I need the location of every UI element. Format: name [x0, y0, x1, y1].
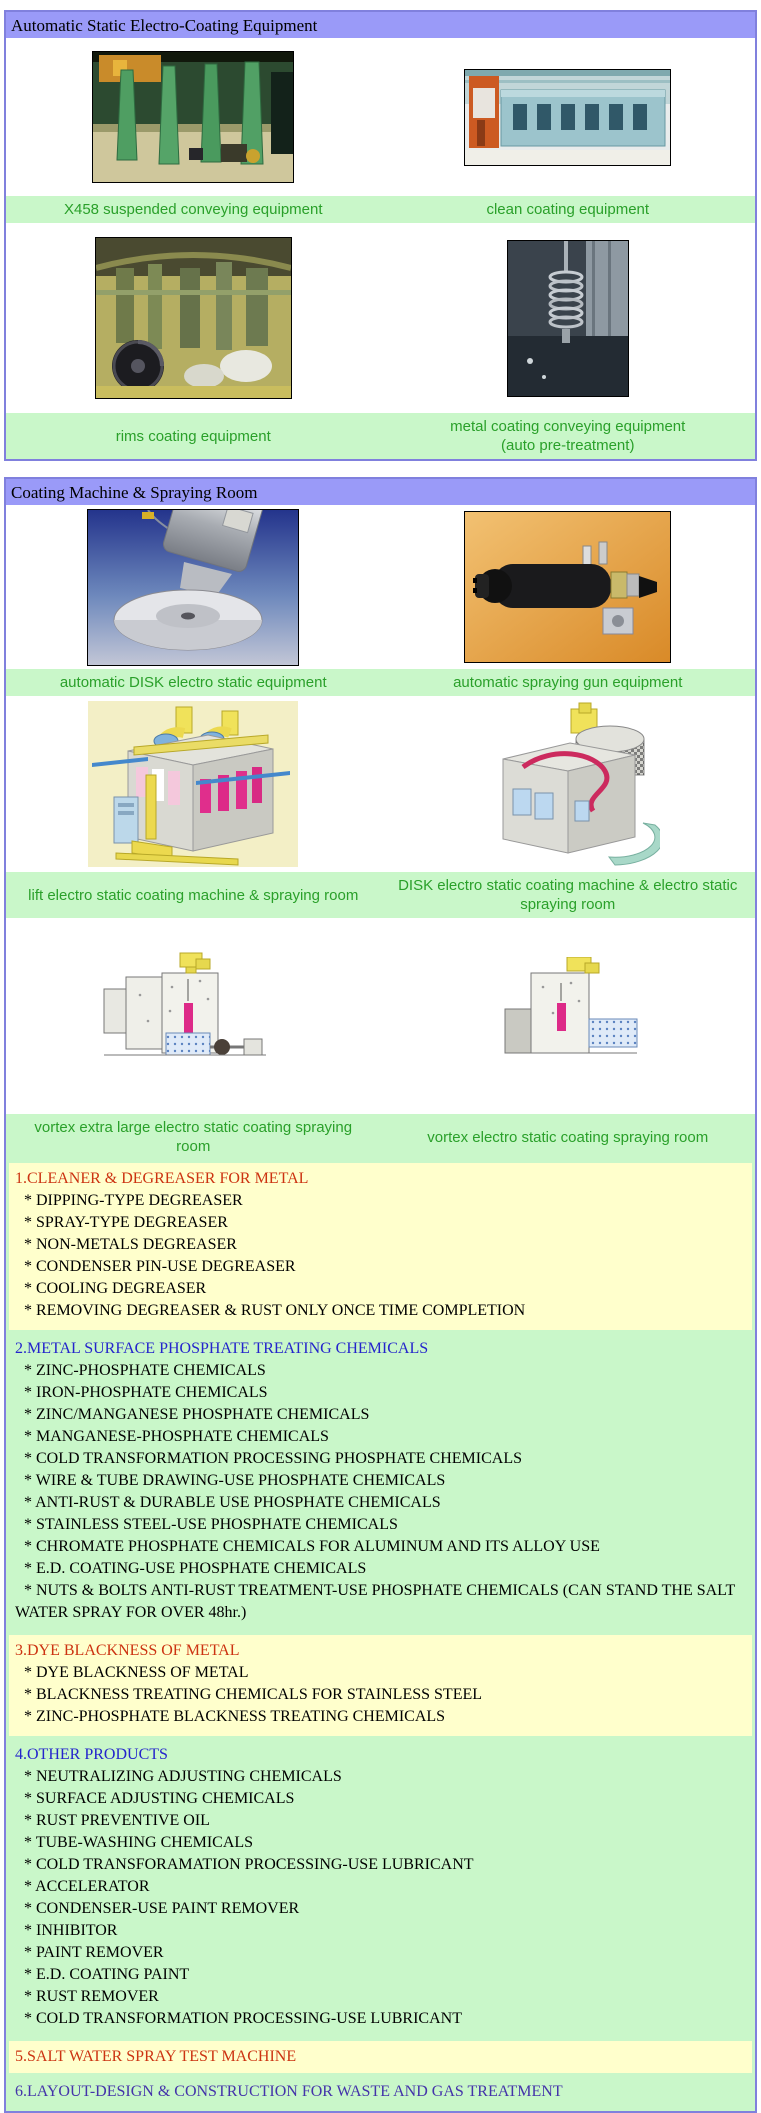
image-cell [6, 223, 381, 413]
product-section-layout-design [9, 2076, 752, 2108]
vortex-extra-large-illustration [96, 951, 291, 1081]
caption-line: clean coating equipment [486, 201, 650, 218]
product-item: * COLD TRANSFORMATION PROCESSING PHOSPHATE CHEMICALS [24, 1450, 523, 1467]
product-section-cleaner-degreaser [9, 1163, 752, 1330]
equipment-image-row-1 [6, 38, 755, 196]
section-title: 1.CLEANER & DEGREASER FOR METAL [15, 1170, 309, 1187]
product-item: * SURFACE ADJUSTING CHEMICALS [24, 1790, 295, 1807]
coating-caption-row-2 [6, 872, 755, 918]
product-item: * COOLING DEGREASER [24, 1280, 207, 1297]
product-item: * NON-METALS DEGREASER [24, 1236, 237, 1253]
product-item: * STAINLESS STEEL-USE PHOSPHATE CHEMICALS [24, 1516, 398, 1533]
product-item: * INHIBITOR [24, 1922, 118, 1939]
clean-coating-photo [464, 69, 671, 166]
section-title: 3.DYE BLACKNESS OF METAL [15, 1642, 240, 1659]
image-cell [6, 696, 381, 872]
product-item: * ZINC-PHOSPHATE CHEMICALS [24, 1362, 266, 1379]
product-item: * PAINT REMOVER [24, 1944, 164, 1961]
coating-table-header: Coating Machine & Spraying Room [6, 479, 755, 505]
product-item: * ACCELERATOR [24, 1878, 150, 1895]
automatic-spraying-gun-photo [464, 511, 671, 663]
product-item: * RUST PREVENTIVE OIL [24, 1812, 210, 1829]
image-cell [381, 223, 756, 413]
automatic-disk-electro-static-photo [87, 509, 299, 666]
vortex-illustration [493, 957, 643, 1075]
image-cell [6, 38, 381, 196]
section-title: 5.SALT WATER SPRAY TEST MACHINE [15, 2048, 297, 2065]
image-cell [381, 38, 756, 196]
product-item: * E.D. COATING PAINT [24, 1966, 190, 1983]
caption-spraying-gun [381, 673, 756, 692]
coating-image-row-1 [6, 505, 755, 669]
image-cell [381, 505, 756, 669]
product-item: * COLD TRANSFORAMATION PROCESSING-USE LUBRICANT [24, 1856, 474, 1873]
lift-coating-machine-illustration [88, 701, 298, 867]
product-item: * ANTI-RUST & DURABLE USE PHOSPHATE CHEMICALS [24, 1494, 441, 1511]
product-item: * RUST REMOVER [24, 1988, 159, 2005]
product-section-other-products [9, 1739, 752, 2038]
section-title: 4.OTHER PRODUCTS [15, 1746, 168, 1763]
caption-vortex-extra-large [6, 1118, 381, 1156]
section-title: 6.LAYOUT-DESIGN & CONSTRUCTION FOR WASTE AND GAS TREATMENT [15, 2083, 563, 2100]
product-item: * CONDENSER-USE PAINT REMOVER [24, 1900, 300, 1917]
disk-coating-machine-illustration [475, 701, 660, 867]
product-item: * CONDENSER PIN-USE DEGREASER [24, 1258, 296, 1275]
equipment-image-row-2 [6, 223, 755, 413]
caption-line: lift electro static coating machine & spraying room [28, 886, 359, 904]
product-item: * REMOVING DEGREASER & RUST ONLY ONCE TIME COMPLETION [24, 1302, 526, 1319]
rims-coating-photo [95, 237, 292, 399]
caption-line: (auto pre-treatment) [501, 437, 635, 454]
coating-caption-row-1 [6, 669, 755, 696]
image-cell [381, 696, 756, 872]
caption-lift-coating-machine [6, 876, 381, 914]
caption-line: DISK electro static coating machine & electro static spraying room [398, 877, 738, 913]
caption-x458-suspended-conveying [6, 200, 381, 219]
caption-clean-coating [381, 200, 756, 219]
product-item: * CHROMATE PHOSPHATE CHEMICALS FOR ALUMINUM AND ITS ALLOY USE [24, 1538, 600, 1555]
caption-disk-coating-machine [381, 876, 756, 914]
image-cell [6, 505, 381, 669]
product-item: * ZINC-PHOSPHATE BLACKNESS TREATING CHEMICALS [24, 1708, 446, 1725]
product-item: * BLACKNESS TREATING CHEMICALS FOR STAINLESS STEEL [24, 1686, 483, 1703]
caption-line: metal coating conveying equipment [450, 418, 686, 435]
product-item: * SPRAY-TYPE DEGREASER [24, 1214, 228, 1231]
product-item: * MANGANESE-PHOSPHATE CHEMICALS [24, 1428, 329, 1445]
coating-image-row-3 [6, 918, 755, 1114]
image-cell [6, 918, 381, 1114]
section-title: 2.METAL SURFACE PHOSPHATE TREATING CHEMICALS [15, 1340, 429, 1357]
caption-rims-coating [6, 417, 381, 455]
product-item: * IRON-PHOSPHATE CHEMICALS [24, 1384, 268, 1401]
equipment-table [4, 10, 757, 461]
caption-vortex [381, 1118, 756, 1156]
product-item: * WIRE & TUBE DRAWING-USE PHOSPHATE CHEMICALS [24, 1472, 446, 1489]
product-section-phosphate-chemicals [9, 1333, 752, 1632]
caption-metal-coating-conveying [381, 417, 756, 455]
product-section-salt-water-spray [9, 2041, 752, 2073]
equipment-caption-row-1 [6, 196, 755, 223]
coating-image-row-2 [6, 696, 755, 872]
equipment-table-header: Automatic Static Electro-Coating Equipment [6, 12, 755, 38]
product-item: * DYE BLACKNESS OF METAL [24, 1664, 249, 1681]
caption-line: automatic spraying gun equipment [453, 674, 683, 691]
product-item: * ZINC/MANGANESE PHOSPHATE CHEMICALS [24, 1406, 370, 1423]
product-item: * E.D. COATING-USE PHOSPHATE CHEMICALS [24, 1560, 367, 1577]
product-item: * COLD TRANSFORMATION PROCESSING-USE LUBRICANT [24, 2010, 462, 2027]
caption-line: automatic DISK electro static equipment [59, 674, 327, 691]
caption-line: vortex electro static coating spraying room [427, 1128, 709, 1146]
coating-caption-row-3 [6, 1114, 755, 1160]
product-section-dye-blackness [9, 1635, 752, 1736]
metal-coating-conveying-photo [507, 240, 629, 397]
product-item: * DIPPING-TYPE DEGREASER [24, 1192, 243, 1209]
caption-line: X458 suspended conveying equipment [63, 201, 323, 218]
caption-line: rims coating equipment [115, 427, 271, 445]
caption-automatic-disk [6, 673, 381, 692]
x458-suspended-conveying-photo [92, 51, 294, 183]
table-gap [0, 461, 761, 477]
caption-line: vortex extra large electro static coating spraying room [34, 1119, 353, 1155]
image-cell [381, 918, 756, 1114]
product-item: * NEUTRALIZING ADJUSTING CHEMICALS [24, 1768, 342, 1785]
product-item: * TUBE-WASHING CHEMICALS [24, 1834, 254, 1851]
product-item: * NUTS & BOLTS ANTI-RUST TREATMENT-USE PHOSPHATE CHEMICALS (CAN STAND THE SALT WATER SPRAY FOR OVER 48hr.) [15, 1582, 735, 1621]
coating-table [4, 477, 757, 2113]
equipment-caption-row-2 [6, 413, 755, 459]
